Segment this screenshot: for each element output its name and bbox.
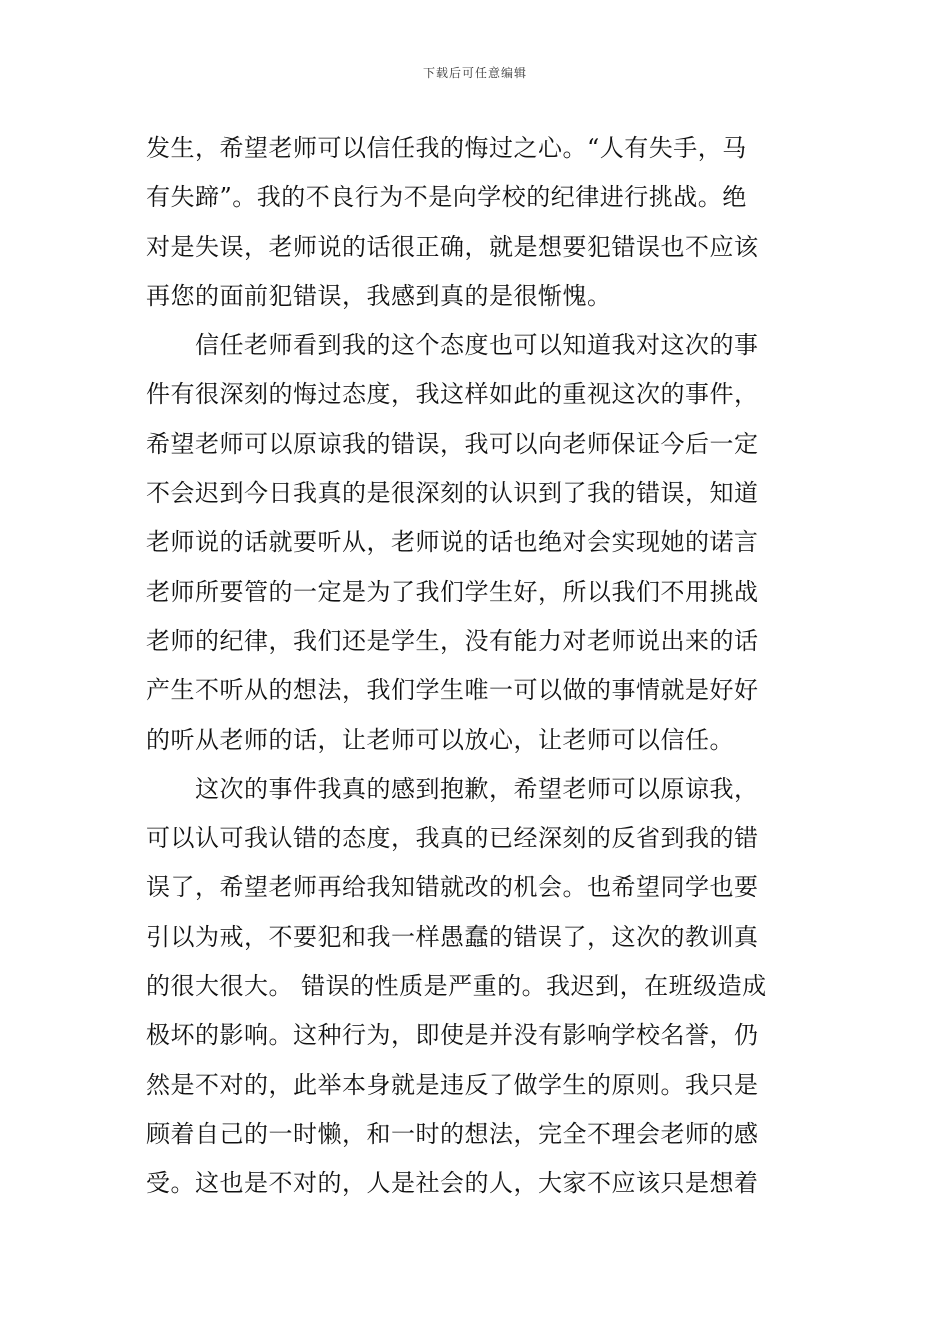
page-header: 下载后可任意编辑 xyxy=(422,66,527,80)
text-line: 产生不听从的想法，我们学生唯一可以做的事情就是好好 xyxy=(146,676,759,705)
text-line: 老师的纪律，我们还是学生，没有能力对老师说出来的话 xyxy=(146,626,759,655)
text-line: 发生，希望老师可以信任我的悔过之心。“人有失手，马 xyxy=(146,134,747,162)
text-line: 老师所要管的一定是为了我们学生好，所以我们不用挑战 xyxy=(146,577,759,606)
text-line: 再您的面前犯错误，我感到真的是很惭愧。 xyxy=(146,281,612,310)
text-line: 不会迟到今日我真的是很深刻的认识到了我的错误，知道 xyxy=(146,479,759,508)
text-line: 的听从老师的话，让老师可以放心，让老师可以信任。 xyxy=(146,725,734,754)
text-line: 可以认可我认错的态度，我真的已经深刻的反省到我的错 xyxy=(146,824,759,853)
text-line: 顾着自己的一时懒，和一时的想法，完全不理会老师的感 xyxy=(146,1119,759,1148)
body-text xyxy=(146,124,808,1209)
text-line: 信任老师看到我的这个态度也可以知道我对这次的事 xyxy=(146,331,759,360)
text-line: 对是失误，老师说的话很正确，就是想要犯错误也不应该 xyxy=(146,232,759,261)
text-line: 引以为戒，不要犯和我一样愚蠢的错误了，这次的教训真 xyxy=(146,922,759,951)
text-line: 希望老师可以原谅我的错误，我可以向老师保证今后一定 xyxy=(146,429,759,458)
text-line: 老师说的话就要听从，老师说的话也绝对会实现她的诺言 xyxy=(146,528,759,557)
text-line: 受。这也是不对的，人是社会的人，大家不应该只是想着 xyxy=(146,1169,759,1198)
text-line: 件有很深刻的悔过态度，我这样如此的重视这次的事件， xyxy=(146,380,759,409)
text-line: 然是不对的，此举本身就是违反了做学生的原则。我只是 xyxy=(146,1070,759,1099)
text-line: 的很大很大。 错误的性质是严重的。我迟到，在班级造成 xyxy=(146,972,767,1001)
text-line: 有失蹄”。我的不良行为不是向学校的纪律进行挑战。绝 xyxy=(146,183,747,212)
text-line: 误了，希望老师再给我知错就改的机会。也希望同学也要 xyxy=(146,873,759,902)
text-line: 极坏的影响。这种行为，即使是并没有影响学校名誉，仍 xyxy=(146,1021,759,1050)
text-line: 这次的事件我真的感到抱歉，希望老师可以原谅我， xyxy=(146,774,759,803)
